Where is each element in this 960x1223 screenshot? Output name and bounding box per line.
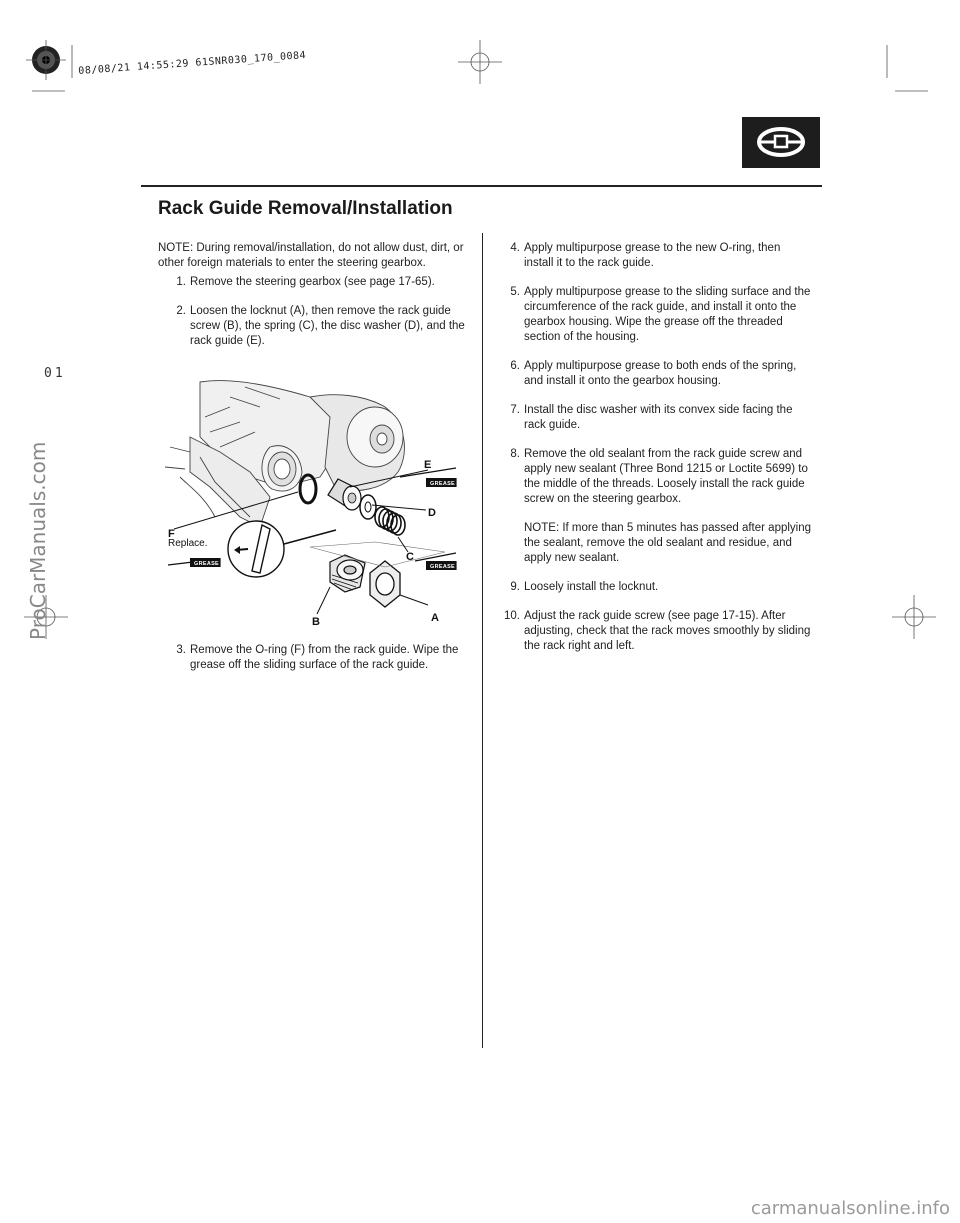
side-code: 01 — [44, 366, 66, 381]
step-number: 1. — [176, 276, 186, 288]
label-d: D — [428, 507, 436, 519]
step-item — [166, 304, 470, 349]
registration-cross-icon — [458, 40, 502, 84]
label-c: C — [406, 551, 414, 563]
registration-target-icon — [26, 40, 66, 80]
section-icon-box — [742, 117, 820, 168]
side-watermark: ProCarManuals.com — [26, 441, 50, 640]
label-f: F — [168, 528, 175, 540]
step-list — [158, 275, 470, 349]
label-a: A — [431, 612, 439, 624]
replace-note: Replace. — [168, 538, 208, 549]
step-text: Remove the steering gearbox (see page 17-65). — [190, 276, 435, 288]
label-b: B — [312, 616, 320, 628]
step-item — [166, 643, 470, 673]
step-item — [500, 580, 812, 595]
left-column-step-3 — [166, 643, 470, 687]
step-item — [166, 275, 470, 290]
disc-washer-part — [360, 495, 376, 519]
svg-text:GREASE: GREASE — [430, 481, 456, 487]
svg-text:GREASE: GREASE — [430, 564, 456, 570]
header-rule — [141, 185, 822, 187]
step-item — [500, 403, 812, 433]
step-number: 3. — [176, 644, 186, 656]
step-item — [500, 447, 812, 507]
step-number: 8. — [510, 448, 520, 460]
step-text: Apply multipurpose grease to the new O-ring, then install it to the rack guide. — [524, 242, 781, 269]
o-ring-detail-inset — [228, 521, 336, 577]
page-title: Rack Guide Removal/Installation — [158, 198, 453, 219]
grease-tag-icon — [415, 553, 456, 570]
step-text: Remove the old sealant from the rack guide screw and apply new sealant (Three Bond 1215 or Loctite 5699) to the middle of the threads. Loosely install the rack guide screw on the steering gearbox. — [524, 448, 808, 505]
step-item — [500, 359, 812, 389]
steering-wheel-icon — [742, 117, 820, 168]
step-8-note: NOTE: If more than 5 minutes has passed after applying the sealant, remove the old sealant and residue, and apply new sealant. — [524, 522, 812, 564]
label-e: E — [424, 459, 432, 471]
step-number: 4. — [510, 242, 520, 254]
step-text: Install the disc washer with its convex side facing the rack guide. — [524, 404, 793, 431]
footer-watermark: carmanualsonline.info — [750, 1198, 950, 1219]
step-text: Loosen the locknut (A), then remove the rack guide screw (B), the spring (C), the disc washer (D), and the rack guide (E). — [190, 305, 465, 347]
rack-guide-exploded-diagram — [160, 377, 470, 632]
step-number: 6. — [510, 360, 520, 372]
spring-part — [375, 507, 405, 535]
step-number: 2. — [176, 305, 186, 317]
svg-text:GREASE: GREASE — [194, 561, 220, 567]
registration-cross-icon — [892, 595, 936, 639]
column-divider — [482, 233, 483, 1048]
step-text: Apply multipurpose grease to the sliding surface and the circumference of the rack guide, and install it onto the gearbox housing. Wipe the grease off the threaded section of the housing. — [524, 286, 811, 343]
step-text: Loosely install the locknut. — [524, 581, 659, 593]
right-column — [500, 241, 812, 668]
step-number: 7. — [510, 404, 520, 416]
step-number: 5. — [510, 286, 520, 298]
step-item — [500, 241, 812, 271]
step-number: 9. — [510, 581, 520, 593]
left-column — [158, 241, 470, 363]
locknut-part — [370, 561, 400, 607]
step-text: Remove the O-ring (F) from the rack guide. Wipe the grease off the sliding surface of the rack guide. — [190, 644, 459, 671]
step-item — [500, 285, 812, 345]
step-text: Apply multipurpose grease to both ends of the spring, and install it onto the gearbox housing. — [524, 360, 797, 387]
grease-tag-icon — [168, 558, 220, 567]
step-text: Adjust the rack guide screw (see page 17-15). After adjusting, check that the rack moves smoothly by sliding the rack right and left. — [524, 610, 811, 652]
step-number: 10. — [504, 610, 520, 622]
print-stamp: 08/08/21 14:55:29 61SNR030_170_0084 — [78, 50, 307, 77]
note-text: NOTE: During removal/installation, do not allow dust, dirt, or other foreign materials to enter the steering gearbox. — [158, 242, 464, 269]
step-item — [500, 609, 812, 654]
